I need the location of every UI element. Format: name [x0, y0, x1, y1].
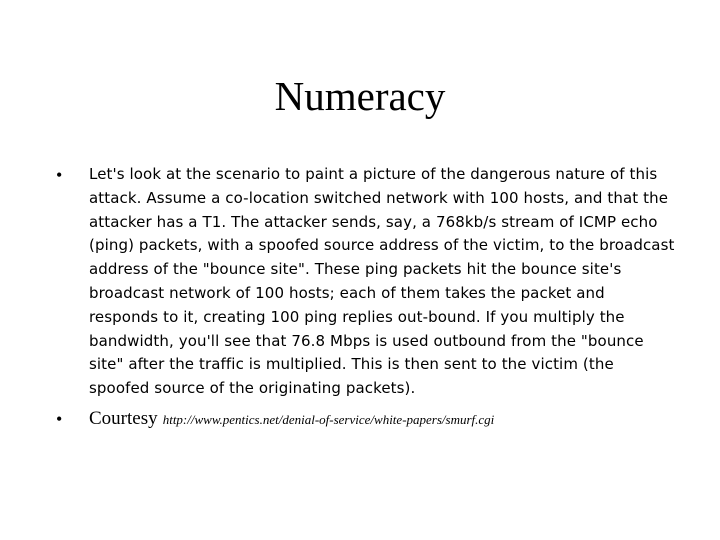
bullet-marker: • — [56, 408, 63, 429]
bullet-item-courtesy — [56, 407, 676, 432]
slide-title: Numeracy — [274, 73, 446, 119]
bullet-list — [56, 163, 676, 432]
scenario-text: Let's look at the scenario to paint a picture of the dangerous nature of this attack. Assume a co-location switched network with 100 hosts, and that the attacker has a T1. The attacker sends, say, a 768kb/s stream of ICMP echo (ping) packets, with a spoofed source address of the victim, to the broadcast address of the "bounce site". These ping packets hit the bounce site's broadcast network of 100 hosts; each of them takes the packet and responds to it, creating 100 ping replies out-bound. If you multiply the bandwidth, you'll see that 76.8 Mbps is used outbound from the "bounce site" after the traffic is multiplied. This is then sent to the victim (the spoofed source of the originating packets). — [89, 165, 675, 398]
bullet-item-scenario — [56, 163, 676, 401]
courtesy-url-link[interactable]: http://www.pentics.net/denial-of-service/white-papers/smurf.cgi — [162, 411, 495, 427]
courtesy-label: Courtesy — [89, 407, 158, 429]
bullet-marker: • — [56, 165, 63, 185]
